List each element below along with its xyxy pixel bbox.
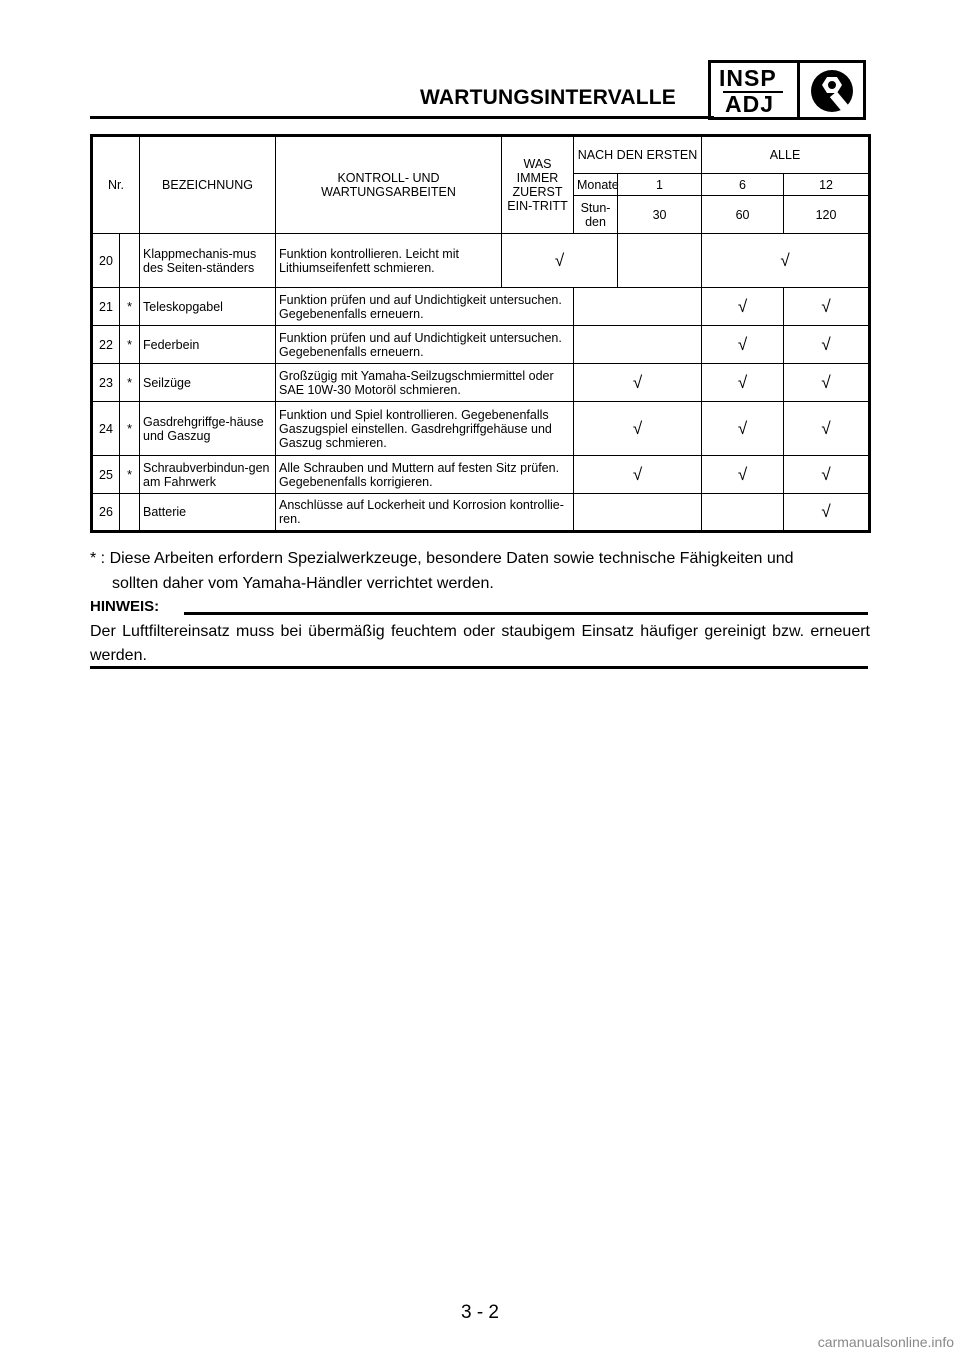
- row-item: Schraubverbindun-gen am Fahrwerk: [140, 456, 276, 494]
- row-check-12: √: [784, 326, 870, 364]
- row-work: Funktion prüfen und auf Undichtigkeit untersuchen. Gegebenenfalls erneuern.: [276, 288, 574, 326]
- row-work: Alle Schrauben und Muttern auf festen Sitz prüfen. Gegebenenfalls korrigieren.: [276, 456, 574, 494]
- row-item: Batterie: [140, 494, 276, 532]
- row-work: Großzügig mit Yamaha-Seilzugschmiermittel oder SAE 10W-30 Motoröl schmieren.: [276, 364, 574, 402]
- header-monate: Monate: [574, 174, 618, 196]
- row-check-6: √: [702, 364, 784, 402]
- note-rule: [184, 612, 868, 615]
- watermark: carmanualsonline.info: [817, 1334, 954, 1350]
- wrench-nut-icon: [803, 66, 861, 116]
- row-check-6: √: [702, 326, 784, 364]
- row-check-12: √: [702, 234, 870, 288]
- row-check-6: [618, 234, 702, 288]
- maintenance-table: [90, 134, 871, 533]
- row-nr: 24: [92, 402, 120, 456]
- header-first: WAS IMMER ZUERST EIN-TRITT: [502, 136, 574, 234]
- row-check-first: [574, 288, 702, 326]
- header-stunden: Stun-den: [574, 196, 618, 234]
- row-work: Anschlüsse auf Lockerheit und Korrosion kontrollie-ren.: [276, 494, 574, 532]
- row-item: Seilzüge: [140, 364, 276, 402]
- header-work: KONTROLL- UND WARTUNGSARBEITEN: [276, 136, 502, 234]
- row-check-first: √: [574, 402, 702, 456]
- row-work: Funktion kontrollieren. Leicht mit Lithiumseifenfett schmieren.: [276, 234, 502, 288]
- row-work: Funktion und Spiel kontrollieren. Gegebenenfalls Gaszugspiel einstellen. Gasdrehgriffgehäuse und Gaszug schmieren.: [276, 402, 574, 456]
- row-check-6: √: [702, 288, 784, 326]
- row-check-first: [574, 494, 702, 532]
- row-nr: 20: [92, 234, 120, 288]
- row-work: Funktion prüfen und auf Undichtigkeit untersuchen. Gegebenenfalls erneuern.: [276, 326, 574, 364]
- header-month-6: 6: [702, 174, 784, 196]
- row-star: [120, 234, 140, 288]
- row-check-12: √: [784, 364, 870, 402]
- table-row: [92, 402, 870, 456]
- header-hours-30: 30: [618, 196, 702, 234]
- page-title: WARTUNGSINTERVALLE: [420, 86, 676, 109]
- header-hours-120: 120: [784, 196, 870, 234]
- table-row: [92, 326, 870, 364]
- row-item: Teleskopgabel: [140, 288, 276, 326]
- row-check-12: √: [784, 494, 870, 532]
- header-item: BEZEICHNUNG: [140, 136, 276, 234]
- page-number: 3 - 2: [460, 1302, 500, 1323]
- footnote-line-2: sollten daher vom Yamaha-Händler verrichtet werden.: [112, 575, 494, 592]
- row-check-first: [574, 326, 702, 364]
- badge-text-box: [711, 63, 800, 117]
- row-item: Klappmechanis-mus des Seiten-ständers: [140, 234, 276, 288]
- badge-adj-label: ADJ: [725, 91, 775, 117]
- row-star: *: [120, 288, 140, 326]
- header-month-12: 12: [784, 174, 870, 196]
- row-item: Gasdrehgriffge-häuse und Gaszug: [140, 402, 276, 456]
- row-nr: 25: [92, 456, 120, 494]
- row-nr: 22: [92, 326, 120, 364]
- row-check-first: √: [574, 456, 702, 494]
- note-text: Der Luftfiltereinsatz muss bei übermäßig feuchtem oder staubigem Einsatz häufiger gereinigt bzw. erneuert werden.: [90, 623, 870, 664]
- table-row: [92, 234, 870, 288]
- row-check-6: √: [702, 456, 784, 494]
- row-nr: 23: [92, 364, 120, 402]
- title-rule: [90, 116, 714, 119]
- note-bottom-rule: [90, 666, 868, 669]
- header-nach-den-ersten: NACH DEN ERSTEN: [574, 136, 702, 174]
- header-row-1: [92, 136, 870, 174]
- badge-insp-label: INSP: [719, 65, 777, 91]
- table-row: [92, 364, 870, 402]
- table-row: [92, 456, 870, 494]
- note-label: HINWEIS:: [90, 598, 160, 615]
- row-star: *: [120, 456, 140, 494]
- footnote: [90, 546, 870, 596]
- footnote-line-1: * : Diese Arbeiten erfordern Spezialwerkzeuge, besondere Daten sowie technische Fähigkeiten und: [90, 550, 794, 567]
- table-row: [92, 288, 870, 326]
- insp-adj-badge: [708, 60, 866, 120]
- header-nr: Nr.: [92, 136, 140, 234]
- row-check-first: √: [502, 234, 618, 288]
- row-check-12: √: [784, 456, 870, 494]
- header-month-1: 1: [618, 174, 702, 196]
- row-star: [120, 494, 140, 532]
- table-row: [92, 494, 870, 532]
- header-alle: ALLE: [702, 136, 870, 174]
- row-star: *: [120, 326, 140, 364]
- row-check-6: [702, 494, 784, 532]
- row-check-first: √: [574, 364, 702, 402]
- row-item: Federbein: [140, 326, 276, 364]
- row-star: *: [120, 402, 140, 456]
- row-check-12: √: [784, 288, 870, 326]
- row-check-12: √: [784, 402, 870, 456]
- header-hours-60: 60: [702, 196, 784, 234]
- row-nr: 21: [92, 288, 120, 326]
- row-check-6: √: [702, 402, 784, 456]
- row-nr: 26: [92, 494, 120, 532]
- row-star: *: [120, 364, 140, 402]
